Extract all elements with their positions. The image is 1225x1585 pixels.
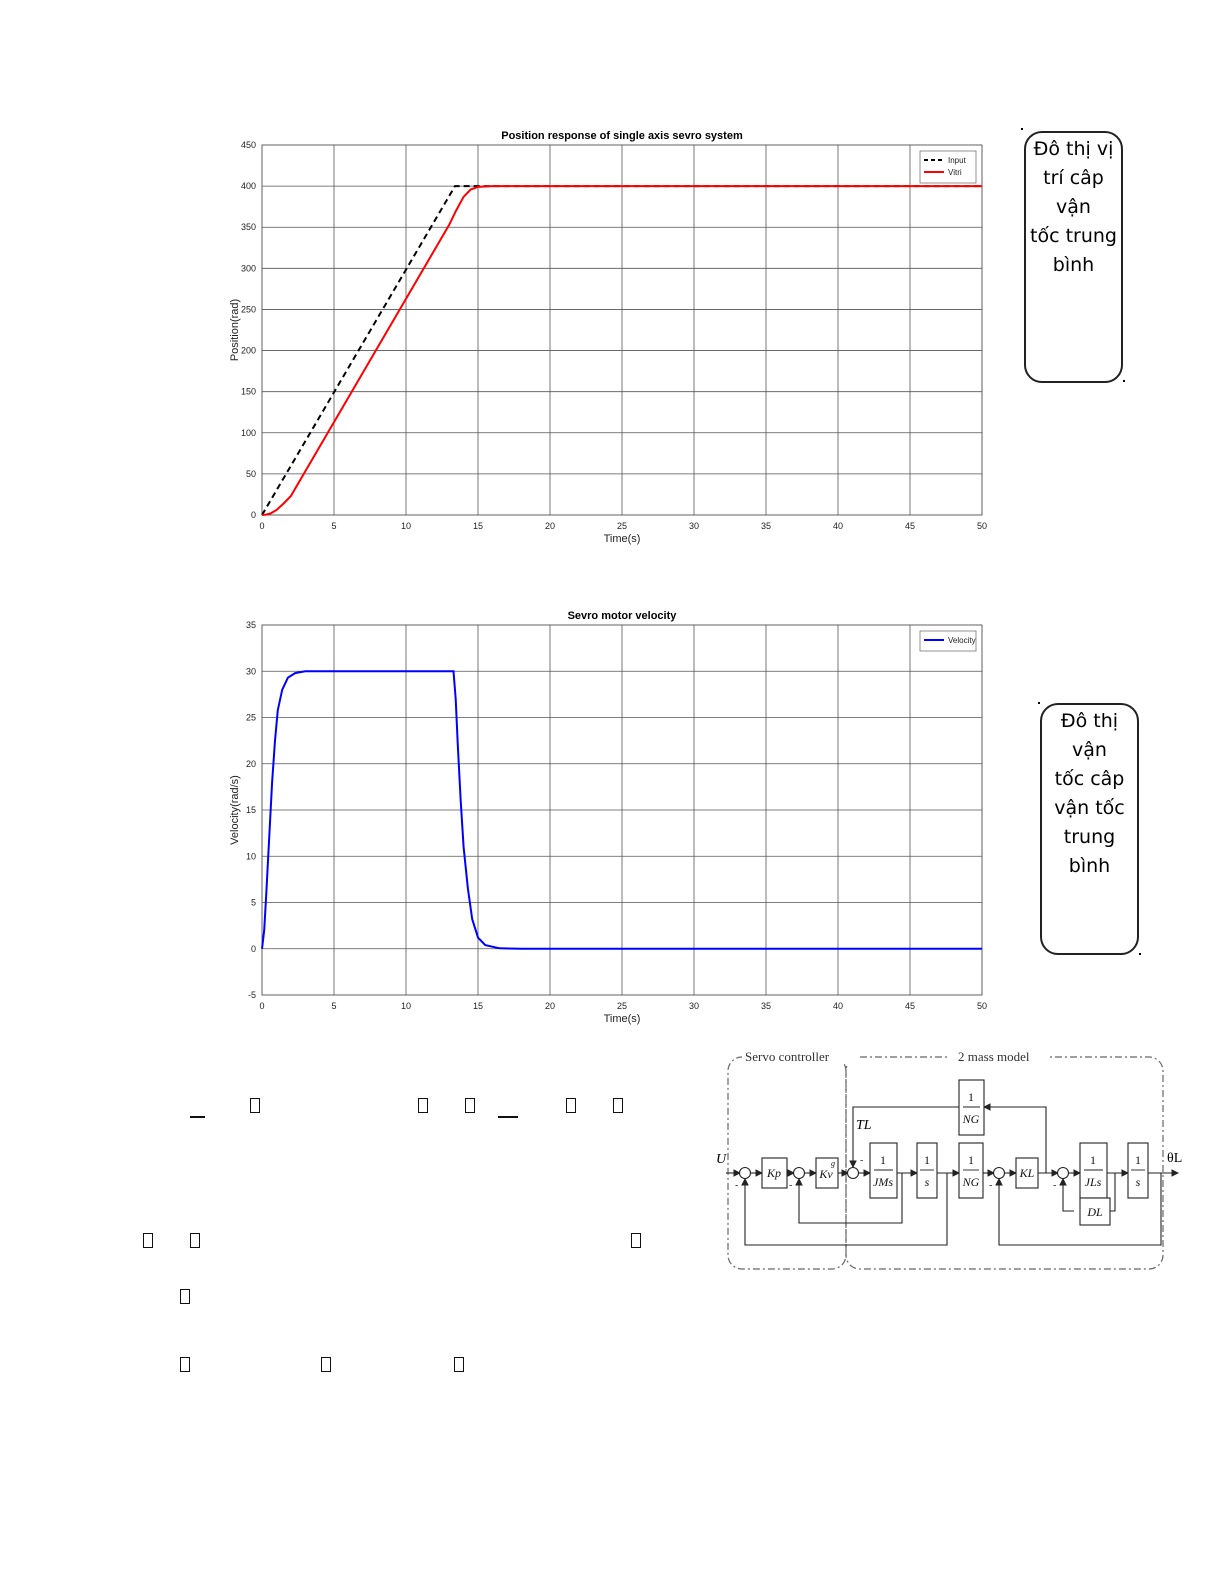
block-ng-num: 1 bbox=[968, 1153, 974, 1167]
chart-title: Sevro motor velocity bbox=[567, 610, 677, 622]
y-tick-label: 50 bbox=[245, 468, 256, 479]
minus-sign: - bbox=[860, 1155, 864, 1166]
x-tick-label: 25 bbox=[616, 521, 628, 531]
block-jm-num: 1 bbox=[880, 1153, 886, 1167]
y-tick-label: 350 bbox=[240, 222, 256, 233]
x-tick-label: 15 bbox=[472, 1001, 484, 1011]
block-int2-den: s bbox=[1135, 1175, 1141, 1189]
velocity-chart-note bbox=[1040, 703, 1139, 955]
block-kl: KL bbox=[1019, 1166, 1035, 1180]
note-marker bbox=[1123, 380, 1125, 382]
missing-glyph bbox=[250, 1098, 260, 1113]
x-tick-label: 30 bbox=[688, 1001, 700, 1011]
x-tick-label: 40 bbox=[832, 1001, 844, 1011]
y-tick-label: 200 bbox=[240, 345, 256, 356]
missing-glyph bbox=[465, 1098, 475, 1113]
legend-label: Velocity bbox=[948, 636, 976, 645]
legend-label: Vitri bbox=[948, 168, 962, 177]
missing-glyph bbox=[613, 1098, 623, 1113]
block-ng-top-num: 1 bbox=[968, 1090, 974, 1104]
note-line: trí câp vận bbox=[1043, 167, 1104, 218]
block-ng-top-den: NG bbox=[962, 1112, 980, 1126]
block-jl-num: 1 bbox=[1090, 1153, 1096, 1167]
x-tick-label: 10 bbox=[400, 521, 412, 531]
note-line: vận tốc bbox=[1054, 797, 1125, 819]
y-tick-label: 150 bbox=[240, 386, 256, 397]
y-tick-label: 0 bbox=[250, 943, 256, 954]
x-tick-label: 0 bbox=[259, 521, 265, 531]
block-kp: Kp bbox=[766, 1166, 782, 1180]
block-kv: Kv bbox=[819, 1167, 833, 1181]
torque-label: TL bbox=[856, 1118, 872, 1133]
group-label-servo: Servo controller bbox=[745, 1049, 830, 1064]
x-tick-label: 50 bbox=[976, 1001, 988, 1011]
note-line: Đô thị vị bbox=[1033, 138, 1114, 160]
y-tick-label: 400 bbox=[240, 181, 256, 192]
missing-glyph bbox=[190, 1233, 200, 1248]
y-tick-label: -5 bbox=[247, 990, 256, 1000]
note-marker bbox=[1021, 128, 1023, 130]
x-tick-label: 45 bbox=[904, 1001, 916, 1011]
x-tick-label: 30 bbox=[688, 521, 700, 531]
x-axis-label: Time(s) bbox=[603, 1013, 641, 1025]
note-line: tốc câp bbox=[1054, 768, 1125, 790]
y-axis-label: Velocity(rad/s) bbox=[229, 775, 241, 845]
velocity-chart bbox=[225, 605, 995, 1025]
missing-glyph bbox=[180, 1289, 190, 1304]
position-response-chart bbox=[225, 125, 995, 545]
block-dl: DL bbox=[1087, 1205, 1103, 1219]
missing-glyph bbox=[631, 1233, 641, 1248]
x-tick-label: 10 bbox=[400, 1001, 412, 1011]
missing-glyph bbox=[321, 1357, 331, 1372]
missing-glyph bbox=[180, 1357, 190, 1372]
block-kv-sup: g bbox=[831, 1159, 835, 1168]
y-tick-label: 100 bbox=[240, 427, 256, 438]
missing-glyph bbox=[566, 1098, 576, 1113]
position-chart-note bbox=[1024, 131, 1123, 383]
x-axis-label: Time(s) bbox=[603, 533, 641, 545]
group-label-mass: 2 mass model bbox=[958, 1049, 1030, 1064]
y-tick-label: 30 bbox=[245, 666, 256, 677]
y-tick-label: 25 bbox=[245, 712, 256, 723]
minus-sign: - bbox=[1053, 1180, 1057, 1191]
minus-sign: - bbox=[989, 1180, 993, 1191]
y-tick-label: 0 bbox=[250, 510, 256, 520]
block-int1-den: s bbox=[924, 1175, 930, 1189]
y-tick-label: 5 bbox=[250, 897, 256, 908]
missing-glyph bbox=[418, 1098, 428, 1113]
x-tick-label: 35 bbox=[760, 521, 772, 531]
block-ng-den: NG bbox=[962, 1175, 980, 1189]
minus-sign: - bbox=[789, 1180, 793, 1191]
x-tick-label: 5 bbox=[331, 521, 337, 531]
block-int2-num: 1 bbox=[1135, 1153, 1141, 1167]
x-tick-label: 20 bbox=[544, 521, 556, 531]
chart-title: Position response of single axis sevro system bbox=[501, 130, 743, 142]
x-tick-label: 35 bbox=[760, 1001, 772, 1011]
servo-block-diagram bbox=[710, 1045, 1190, 1280]
y-tick-label: 15 bbox=[245, 805, 256, 815]
fraction-bar bbox=[190, 1116, 205, 1118]
x-tick-label: 5 bbox=[331, 1001, 337, 1011]
fraction-bar bbox=[498, 1116, 518, 1118]
note-line: trung bình bbox=[1063, 826, 1116, 877]
block-int1-num: 1 bbox=[924, 1153, 930, 1167]
x-tick-label: 15 bbox=[472, 521, 484, 531]
output-label: θL bbox=[1167, 1151, 1183, 1166]
x-tick-label: 50 bbox=[976, 521, 988, 531]
x-tick-label: 40 bbox=[832, 521, 844, 531]
y-tick-label: 250 bbox=[240, 304, 256, 315]
y-tick-label: 10 bbox=[245, 851, 256, 862]
minus-sign: - bbox=[735, 1180, 739, 1191]
legend-label: Input bbox=[948, 156, 966, 165]
y-tick-label: 35 bbox=[245, 620, 256, 630]
y-tick-label: 20 bbox=[245, 758, 256, 769]
y-axis-label: Position(rad) bbox=[229, 298, 241, 362]
note-line: bình bbox=[1052, 254, 1095, 276]
note-line: Đô thị vận bbox=[1060, 710, 1119, 761]
block-jm-den: JMs bbox=[873, 1175, 893, 1189]
y-tick-label: 450 bbox=[240, 140, 256, 150]
x-tick-label: 25 bbox=[616, 1001, 628, 1011]
note-marker bbox=[1139, 953, 1141, 955]
x-tick-label: 20 bbox=[544, 1001, 556, 1011]
missing-glyph bbox=[454, 1357, 464, 1372]
x-tick-label: 0 bbox=[259, 1001, 265, 1011]
missing-glyph bbox=[143, 1233, 153, 1248]
note-marker bbox=[1038, 702, 1040, 704]
block-jl-den: JLs bbox=[1084, 1175, 1102, 1189]
input-label: U bbox=[716, 1152, 727, 1167]
note-line: tốc trung bbox=[1030, 225, 1117, 247]
x-tick-label: 45 bbox=[904, 521, 916, 531]
y-tick-label: 300 bbox=[240, 263, 256, 274]
